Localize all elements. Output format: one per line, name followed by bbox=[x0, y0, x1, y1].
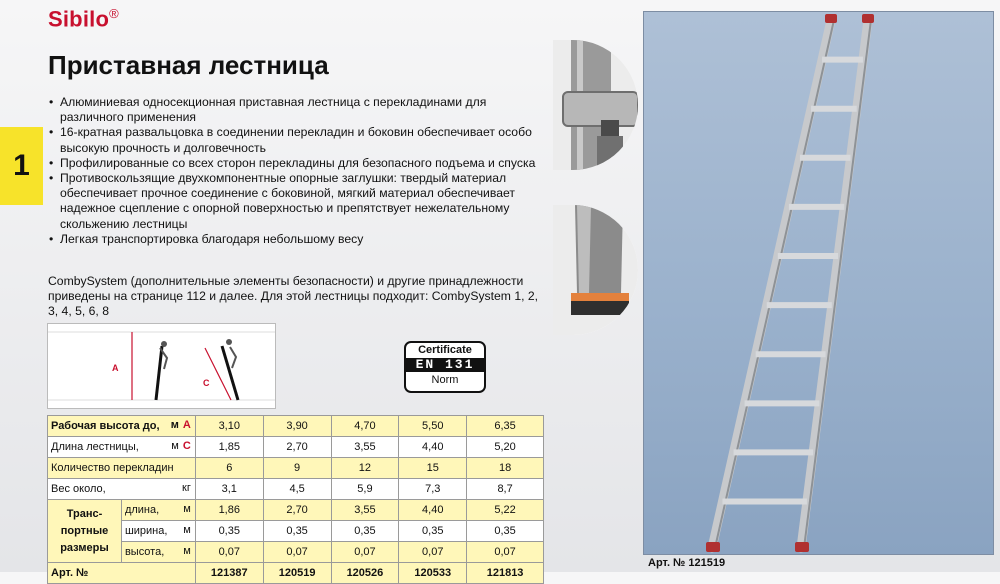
table-cell: 0,07 bbox=[331, 542, 399, 563]
dimension-c-label: C bbox=[203, 378, 210, 388]
transport-group-label: Транс-портные размеры bbox=[48, 500, 122, 563]
brand-name: Sibilo bbox=[48, 6, 110, 32]
table-cell: 0,35 bbox=[467, 521, 544, 542]
table-cell: 3,10 bbox=[195, 416, 263, 437]
transport-length-unit: м bbox=[183, 503, 191, 515]
transport-width-label-cell bbox=[121, 521, 195, 542]
transport-length-label: длина, bbox=[124, 504, 160, 516]
transport-width-unit: м bbox=[183, 524, 191, 536]
table-cell: 3,90 bbox=[263, 416, 331, 437]
photo-article-caption: Арт. № 121519 bbox=[648, 557, 726, 569]
table-cell: 8,7 bbox=[467, 479, 544, 500]
rungs-label: Количество перекладин bbox=[48, 458, 196, 479]
table-cell: 9 bbox=[263, 458, 331, 479]
ladder-diagram bbox=[47, 323, 276, 409]
table-cell: 120533 bbox=[399, 563, 467, 584]
feature-item: • Легкая транспортировка благодаря небольшому весу bbox=[48, 232, 553, 247]
table-cell: 2,70 bbox=[263, 437, 331, 458]
en131-certificate-badge bbox=[404, 341, 486, 393]
feature-list bbox=[48, 95, 553, 247]
table-cell: 4,70 bbox=[331, 416, 399, 437]
dimension-a-label: A bbox=[112, 363, 119, 373]
table-row-transport-width bbox=[48, 521, 544, 542]
table-row-rungs bbox=[48, 458, 544, 479]
feature-item: • 16-кратная развальцовка в соединении перекладин и боковин обеспечивает особо высокую прочность и долговечность bbox=[48, 125, 553, 155]
working-height-unit: м bbox=[170, 419, 179, 431]
certificate-title: Certificate bbox=[418, 344, 472, 356]
ladder-length-code: C bbox=[182, 440, 191, 452]
certificate-standard: EN 131 bbox=[406, 358, 484, 372]
table-cell: 15 bbox=[399, 458, 467, 479]
table-cell: 5,22 bbox=[467, 500, 544, 521]
transport-height-label-cell bbox=[121, 542, 195, 563]
table-row-working-height bbox=[48, 416, 544, 437]
table-cell: 0,07 bbox=[195, 542, 263, 563]
table-cell: 0,07 bbox=[467, 542, 544, 563]
table-row-article bbox=[48, 563, 544, 584]
working-height-label-cell bbox=[48, 416, 196, 437]
end-cap-detail-image bbox=[553, 205, 638, 335]
transport-length-label-cell bbox=[121, 500, 195, 521]
feature-item: • Алюминиевая односекционная приставная лестница с перекладинами для различного применения bbox=[48, 95, 553, 125]
table-cell: 4,5 bbox=[263, 479, 331, 500]
weight-unit: кг bbox=[182, 482, 191, 494]
working-height-code: A bbox=[182, 419, 191, 431]
working-height-label: Рабочая высота до, bbox=[51, 420, 160, 432]
specification-table bbox=[47, 415, 544, 584]
ladder-length-unit: м bbox=[171, 440, 179, 452]
table-cell: 0,07 bbox=[399, 542, 467, 563]
weight-label: Вес около, bbox=[51, 483, 106, 495]
table-cell: 121813 bbox=[467, 563, 544, 584]
table-row-transport-height bbox=[48, 542, 544, 563]
table-cell: 121387 bbox=[195, 563, 263, 584]
table-cell: 18 bbox=[467, 458, 544, 479]
table-cell: 12 bbox=[331, 458, 399, 479]
table-cell: 5,20 bbox=[467, 437, 544, 458]
table-cell: 3,55 bbox=[331, 500, 399, 521]
table-cell: 7,3 bbox=[399, 479, 467, 500]
chapter-tab: 1 bbox=[0, 127, 43, 205]
table-cell: 1,85 bbox=[195, 437, 263, 458]
table-cell: 0,35 bbox=[399, 521, 467, 542]
article-label: Арт. № bbox=[48, 563, 196, 584]
table-cell: 1,86 bbox=[195, 500, 263, 521]
page-title: Приставная лестница bbox=[48, 50, 329, 80]
transport-height-label: высота, bbox=[124, 546, 165, 558]
transport-width-label: ширина, bbox=[124, 525, 168, 537]
table-row-transport-length bbox=[48, 500, 544, 521]
dimension-c-line bbox=[205, 348, 231, 400]
table-row-ladder-length bbox=[48, 437, 544, 458]
ladder-length-label: Длина лестницы, bbox=[51, 441, 139, 453]
table-cell: 120526 bbox=[331, 563, 399, 584]
brand-logo bbox=[48, 6, 119, 32]
table-cell: 6,35 bbox=[467, 416, 544, 437]
table-cell: 4,40 bbox=[399, 437, 467, 458]
weight-label-cell bbox=[48, 479, 196, 500]
table-cell: 5,9 bbox=[331, 479, 399, 500]
feature-item: • Профилированные со всех сторон перекладины для безопасного подъема и спуска bbox=[48, 156, 553, 171]
combysystem-note: CombySystem (дополнительные элементы безопасности) и другие принадлежности приведены на странице 112 и далее. Для этой лестницы подходит: CombySystem 1, 2, 3, 4, 5, 6, 8 bbox=[48, 274, 539, 319]
table-cell: 0,35 bbox=[195, 521, 263, 542]
ladder-illustration bbox=[644, 12, 993, 554]
table-cell: 3,1 bbox=[195, 479, 263, 500]
ladder-figure-a bbox=[156, 341, 167, 400]
table-cell: 4,40 bbox=[399, 500, 467, 521]
table-cell: 0,35 bbox=[331, 521, 399, 542]
table-cell: 120519 bbox=[263, 563, 331, 584]
table-cell: 2,70 bbox=[263, 500, 331, 521]
table-cell: 5,50 bbox=[399, 416, 467, 437]
ladder-length-label-cell bbox=[48, 437, 196, 458]
ladder-diagram-svg bbox=[48, 324, 275, 408]
table-cell: 3,55 bbox=[331, 437, 399, 458]
table-cell: 0,07 bbox=[263, 542, 331, 563]
rung-joint-detail-image bbox=[553, 40, 638, 170]
certificate-norm: Norm bbox=[431, 374, 459, 386]
table-cell: 0,35 bbox=[263, 521, 331, 542]
feature-item: • Противоскользящие двухкомпонентные опорные заглушки: твердый материал обеспечивает прочное соединение с боковиной, мягкий материал обеспечивает надежное сцепление с опорной поверхностью и препятствует нежелательному скольжению лестницы bbox=[48, 171, 553, 232]
ladder-figure-c bbox=[222, 339, 238, 400]
table-cell: 6 bbox=[195, 458, 263, 479]
ladder-product-photo bbox=[643, 11, 994, 555]
transport-height-unit: м bbox=[183, 545, 191, 557]
registered-mark: ® bbox=[109, 6, 119, 21]
table-row-weight bbox=[48, 479, 544, 500]
